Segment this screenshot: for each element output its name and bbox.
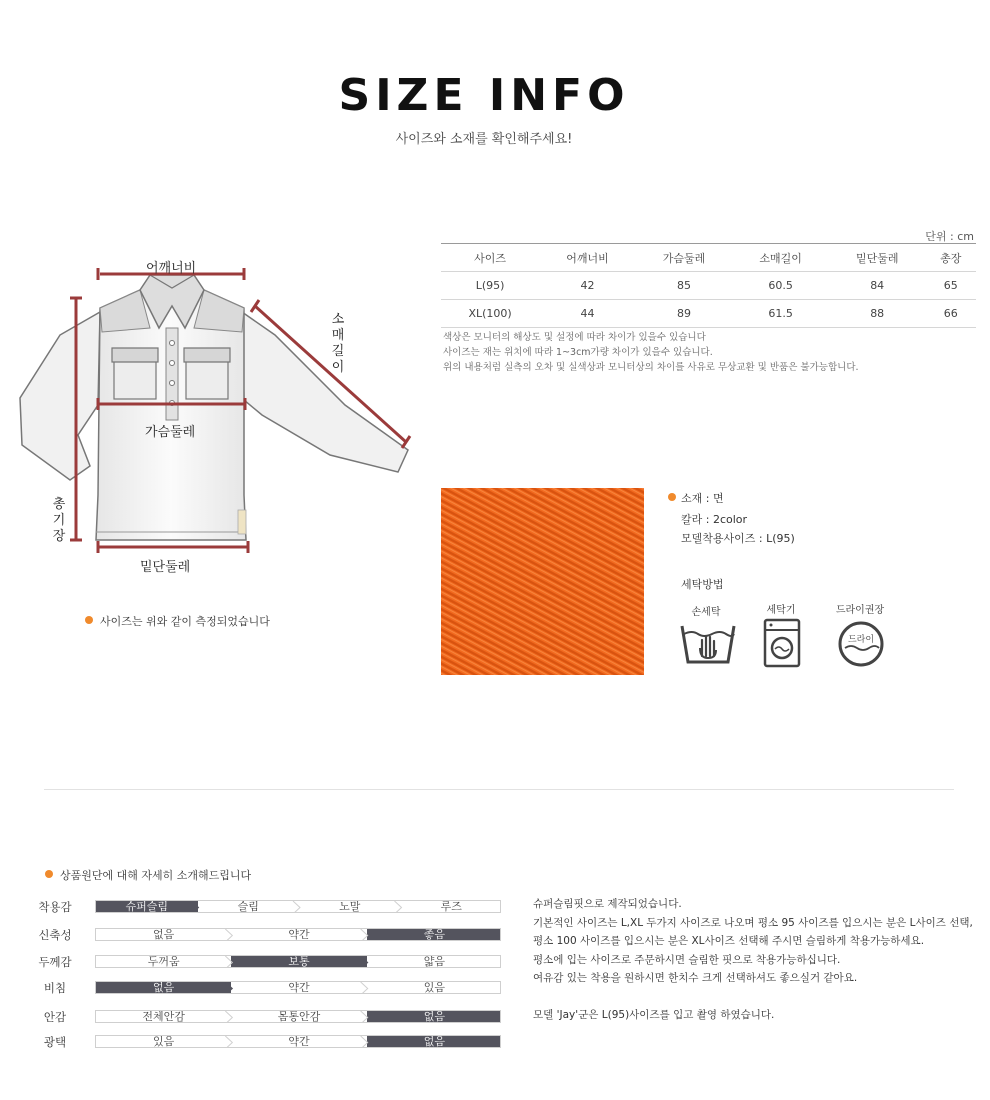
- hem-label: 밑단둘레: [140, 560, 191, 575]
- table-row: [441, 300, 976, 328]
- unit-label: 단위 : cm: [925, 230, 974, 243]
- measure-note: 사이즈는 위와 같이 측정되었습니다: [100, 615, 270, 628]
- rating-option: 없음: [153, 928, 175, 941]
- column-header: 사이즈: [441, 244, 539, 272]
- rating-option: 얇음: [423, 955, 445, 968]
- chest-label: 가슴둘레: [145, 425, 196, 440]
- rating-option: 보통: [288, 955, 310, 968]
- dry-clean-icon: [837, 620, 885, 668]
- page-subtitle: 사이즈와 소재를 확인해주세요!: [395, 132, 573, 147]
- column-header: 밑단둘레: [829, 244, 926, 272]
- desc-line: 여유감 있는 착용을 원하시면 한치수 크게 선택하셔도 좋으실거 같아요.: [533, 972, 858, 984]
- fabric-swatch: [441, 488, 644, 675]
- rating-bar: [95, 981, 501, 994]
- hand-wash-icon: [678, 620, 738, 668]
- table-cell: L(95): [441, 272, 539, 300]
- shoulder-label: 어깨너비: [146, 261, 197, 276]
- desc-line: 기본적인 사이즈는 L,XL 두가지 사이즈로 나오며 평소 95 사이즈를 입으시는 분은 L사이즈 선택,: [533, 916, 973, 929]
- table-cell: 60.5: [732, 272, 829, 300]
- desc-line: [533, 988, 973, 1007]
- color-text: 칼라 : 2color: [681, 513, 748, 526]
- rating-option: 두꺼움: [147, 955, 180, 968]
- rating-option: 전체안감: [142, 1010, 185, 1023]
- detail-row-label: 광택: [43, 1035, 67, 1049]
- size-table: [441, 243, 976, 328]
- table-header-row: [441, 244, 976, 272]
- rating-bar: [95, 1010, 501, 1023]
- rating-option: 없음: [153, 981, 175, 994]
- table-cell: XL(100): [441, 300, 539, 328]
- length-label: 총기장: [52, 497, 66, 544]
- page-title: SIZE INFO: [338, 70, 630, 121]
- table-row: [441, 272, 976, 300]
- table-cell: 44: [539, 300, 636, 328]
- table-cell: 85: [636, 272, 733, 300]
- column-header: 소매길이: [732, 244, 829, 272]
- rating-option: 없음: [423, 1035, 445, 1048]
- bullet-dot: [85, 616, 93, 624]
- note-line: 사이즈는 재는 위치에 따라 1~3cm가량 차이가 있을수 있습니다.: [443, 347, 713, 358]
- section-divider: [44, 789, 954, 790]
- fit-description: [533, 895, 973, 1025]
- rating-option: 루즈: [440, 900, 462, 913]
- washing-machine-icon: [763, 618, 801, 668]
- table-cell: 42: [539, 272, 636, 300]
- note-line: 색상은 모니터의 해상도 및 설정에 따라 차이가 있을수 있습니다: [443, 332, 706, 343]
- desc-line: 평소에 입는 사이즈로 주문하시면 슬림한 핏으로 착용가능하십니다.: [533, 953, 841, 966]
- note-line: 위의 내용처럼 실측의 오차 및 실색상과 모니터상의 차이를 사유로 무상교환 및 반품은 불가능합니다.: [443, 362, 859, 373]
- detail-row-label: 착용감: [38, 900, 72, 914]
- bullet-dot: [45, 870, 53, 878]
- table-cell: 89: [636, 300, 733, 328]
- dry-icon-text: 드라이: [847, 635, 875, 645]
- bullet-dot: [668, 493, 676, 501]
- rating-option: 약간: [288, 1035, 310, 1048]
- table-cell: 88: [829, 300, 926, 328]
- desc-line: 평소 100 사이즈를 입으시는 분은 XL사이즈 선택해 주시면 슬림하게 착용가능하세요.: [533, 935, 925, 947]
- rating-option: 없음: [423, 1010, 445, 1023]
- sleeve-label: 소매길이: [331, 312, 345, 375]
- desc-line: 모델 'Jay'군은 L(95)사이즈를 입고 촬영 하였습니다.: [533, 1009, 775, 1021]
- rating-option: 약간: [288, 928, 310, 941]
- wash-label-machine: 세탁기: [766, 605, 796, 616]
- rating-bar: [95, 955, 501, 968]
- rating-bar: [95, 928, 501, 941]
- rating-bar: [95, 900, 501, 913]
- rating-bar: [95, 1035, 501, 1048]
- rating-option: 있음: [423, 981, 445, 994]
- detail-row-label: 신축성: [38, 928, 72, 942]
- rating-option: 슬림: [237, 900, 259, 913]
- wash-label-hand: 손세탁: [691, 607, 721, 618]
- column-header: 가슴둘레: [636, 244, 733, 272]
- table-cell: 61.5: [732, 300, 829, 328]
- rating-option: 슈퍼슬림: [125, 900, 168, 913]
- size-notes: [443, 330, 859, 375]
- rating-option: 노말: [339, 900, 361, 913]
- detail-row-label: 안감: [43, 1010, 67, 1024]
- rating-option: 약간: [288, 981, 310, 994]
- rating-option: 좋음: [423, 928, 445, 941]
- material-text: 소재 : 면: [681, 492, 724, 505]
- column-header: 어깨너비: [539, 244, 636, 272]
- column-header: 총장: [925, 244, 976, 272]
- table-cell: 65: [925, 272, 976, 300]
- wash-title: 세탁방법: [681, 578, 724, 591]
- detail-row-label: 두께감: [38, 955, 72, 969]
- desc-line: 슈퍼슬림핏으로 제작되었습니다.: [533, 898, 682, 910]
- rating-option: 몸통안감: [277, 1010, 321, 1023]
- table-cell: 66: [925, 300, 976, 328]
- table-cell: 84: [829, 272, 926, 300]
- model-size-text: 모델착용사이즈 : L(95): [681, 532, 795, 545]
- rating-option: 있음: [153, 1035, 175, 1048]
- wash-label-dry: 드라이권장: [835, 605, 885, 616]
- detail-row-label: 비침: [43, 981, 67, 995]
- detail-heading: 상품원단에 대해 자세히 소개해드립니다: [60, 869, 252, 882]
